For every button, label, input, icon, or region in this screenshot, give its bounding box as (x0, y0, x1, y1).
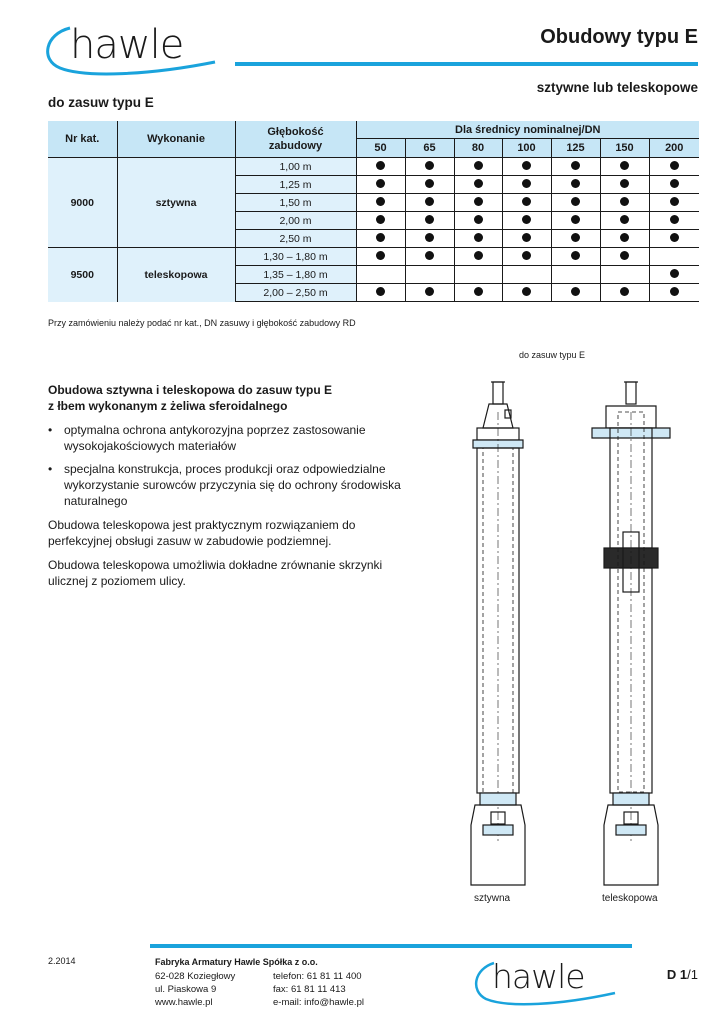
availability-dot-icon (425, 197, 434, 206)
availability-dot-icon (425, 179, 434, 188)
cell-availability (405, 266, 454, 284)
dn-header: 150 (600, 139, 649, 158)
list-item: • optymalna ochrona antykorozyjna poprzez zastosowanie wysokojakościowych materiałów (48, 422, 418, 454)
cell-depth: 2,50 m (235, 230, 356, 248)
logo-text: hawle (70, 22, 184, 68)
availability-dot-icon (522, 251, 531, 260)
cell-availability (405, 176, 454, 194)
availability-dot-icon (474, 251, 483, 260)
feature-list (48, 422, 418, 509)
contact-block (273, 970, 364, 1009)
cell-availability (551, 266, 600, 284)
availability-dot-icon (474, 197, 483, 206)
availability-dot-icon (620, 179, 629, 188)
cell-availability (502, 176, 551, 194)
cell-availability (502, 230, 551, 248)
availability-dot-icon (571, 197, 580, 206)
cell-availability (502, 266, 551, 284)
drawing-label-telescopic: teleskopowa (602, 893, 658, 904)
dn-header: 100 (502, 139, 551, 158)
cell-availability (356, 248, 405, 266)
availability-dot-icon (425, 233, 434, 242)
telescopic-housing-drawing (592, 382, 670, 885)
availability-dot-icon (474, 287, 483, 296)
cell-availability (454, 194, 502, 212)
availability-dot-icon (571, 215, 580, 224)
order-note: Przy zamówieniu należy podać nr kat., DN zasuwy i głębokość zabudowy RD (48, 318, 356, 328)
cell-availability (356, 230, 405, 248)
availability-dot-icon (620, 287, 629, 296)
availability-dot-icon (620, 215, 629, 224)
cell-availability (502, 194, 551, 212)
availability-dot-icon (376, 233, 385, 242)
availability-dot-icon (620, 161, 629, 170)
cell-availability (454, 284, 502, 302)
cell-availability (356, 266, 405, 284)
table-row (48, 158, 699, 176)
drawing-label-rigid: sztywna (474, 893, 511, 904)
availability-dot-icon (425, 161, 434, 170)
availability-dot-icon (571, 161, 580, 170)
dn-header: 80 (454, 139, 502, 158)
cell-availability (649, 248, 699, 266)
cell-availability (454, 248, 502, 266)
cell-depth: 1,35 – 1,80 m (235, 266, 356, 284)
cell-availability (600, 176, 649, 194)
cell-availability (502, 212, 551, 230)
cell-depth: 1,50 m (235, 194, 356, 212)
footer-divider (150, 944, 632, 948)
list-item: • specjalna konstrukcja, proces produkcji oraz odpowiedzialne wykorzystanie surowców przyczynia się do ochrony środowiska naturalnego (48, 461, 418, 509)
availability-dot-icon (474, 233, 483, 242)
cell-availability (405, 248, 454, 266)
cell-availability (600, 230, 649, 248)
availability-dot-icon (376, 161, 385, 170)
cell-depth: 1,30 – 1,80 m (235, 248, 356, 266)
availability-dot-icon (522, 233, 531, 242)
cell-availability (454, 176, 502, 194)
availability-dot-icon (571, 287, 580, 296)
table-header-row (48, 121, 699, 139)
cell-nr-kat: 9500 (48, 248, 117, 302)
cell-availability (600, 266, 649, 284)
description (48, 382, 418, 597)
page-reference (667, 967, 698, 982)
issue-date: 2.2014 (48, 956, 76, 966)
brand-logo (40, 20, 230, 80)
table-body (48, 158, 699, 302)
header-divider (235, 62, 698, 66)
cell-availability (551, 230, 600, 248)
dn-header: 50 (356, 139, 405, 158)
cell-availability (356, 194, 405, 212)
col-header-glebokosc (235, 121, 356, 158)
cell-availability (405, 284, 454, 302)
availability-dot-icon (620, 233, 629, 242)
cell-availability (502, 248, 551, 266)
availability-dot-icon (474, 215, 483, 224)
availability-dot-icon (425, 287, 434, 296)
availability-dot-icon (425, 251, 434, 260)
cell-availability (551, 248, 600, 266)
dn-header: 65 (405, 139, 454, 158)
col-header-glebokosc-line2: zabudowy (268, 140, 323, 152)
availability-dot-icon (571, 251, 580, 260)
logo-text: hawle (492, 957, 585, 996)
cell-availability (649, 284, 699, 302)
table-row (48, 248, 699, 266)
cell-availability (356, 176, 405, 194)
cell-wykonanie: teleskopowa (117, 248, 235, 302)
cell-availability (405, 212, 454, 230)
address-line: 62-028 Koziegłowy (155, 971, 236, 982)
availability-dot-icon (474, 161, 483, 170)
cell-availability (502, 158, 551, 176)
cell-availability (454, 212, 502, 230)
availability-dot-icon (425, 215, 434, 224)
description-paragraph: Obudowa teleskopowa umożliwia dokładne zrównanie skrzynki ulicznej z poziomem ulicy. (48, 558, 383, 588)
availability-dot-icon (376, 179, 385, 188)
availability-dot-icon (670, 287, 679, 296)
availability-dot-icon (670, 233, 679, 242)
cell-availability (649, 194, 699, 212)
availability-dot-icon (670, 269, 679, 278)
page-ref-code: D 1 (666, 967, 688, 982)
availability-dot-icon (571, 179, 580, 188)
availability-dot-icon (620, 197, 629, 206)
availability-dot-icon (522, 197, 531, 206)
cell-availability (405, 194, 454, 212)
availability-dot-icon (620, 251, 629, 260)
page-ref-total: /1 (687, 967, 698, 982)
cell-availability (356, 158, 405, 176)
cell-availability (600, 158, 649, 176)
address-block (155, 970, 235, 1009)
cell-availability (356, 284, 405, 302)
col-header-glebokosc-line1: Głębokość (267, 126, 324, 138)
availability-dot-icon (376, 251, 385, 260)
cell-availability (454, 266, 502, 284)
dn-header: 200 (649, 139, 699, 158)
cell-depth: 1,25 m (235, 176, 356, 194)
cell-availability (649, 230, 699, 248)
cell-availability (551, 158, 600, 176)
cell-availability (649, 176, 699, 194)
section-label: do zasuw typu E (48, 95, 154, 110)
availability-dot-icon (670, 161, 679, 170)
cell-depth: 1,00 m (235, 158, 356, 176)
description-paragraph: Obudowa teleskopowa jest praktycznym rozwiązaniem do perfekcyjnej obsługi zasuw w zabudowie podziemnej. (48, 518, 356, 548)
cell-availability (600, 212, 649, 230)
cell-availability (600, 194, 649, 212)
rigid-housing-drawing (471, 382, 525, 885)
description-heading-line2: z łbem wykonanym z żeliwa sferoidalnego (48, 399, 288, 413)
availability-dot-icon (522, 161, 531, 170)
availability-dot-icon (376, 197, 385, 206)
cell-availability (356, 212, 405, 230)
footer-logo (470, 955, 620, 1010)
col-header-dn-group: Dla średnicy nominalnej/DN (356, 121, 699, 139)
cell-availability (454, 230, 502, 248)
cell-availability (649, 266, 699, 284)
spindle-head (493, 382, 503, 404)
cell-wykonanie: sztywna (117, 158, 235, 248)
cell-depth: 2,00 m (235, 212, 356, 230)
cell-availability (405, 230, 454, 248)
availability-dot-icon (376, 287, 385, 296)
availability-dot-icon (376, 215, 385, 224)
page-title: Obudowy typu E (540, 26, 698, 48)
col-header-nr: Nr kat. (48, 121, 117, 158)
availability-dot-icon (571, 233, 580, 242)
description-heading-line1: Obudowa sztywna i teleskopowa do zasuw typu E (48, 383, 333, 397)
availability-dot-icon (474, 179, 483, 188)
description-heading (48, 382, 418, 414)
cell-availability (454, 158, 502, 176)
email-link[interactable]: e-mail: info@hawle.pl (273, 997, 364, 1008)
cell-availability (551, 284, 600, 302)
cell-availability (551, 212, 600, 230)
company-name: Fabryka Armatury Hawle Spółka z o.o. (155, 957, 318, 967)
availability-dot-icon (670, 179, 679, 188)
availability-dot-icon (522, 179, 531, 188)
cell-availability (502, 284, 551, 302)
availability-dot-icon (522, 287, 531, 296)
col-header-wykonanie: Wykonanie (117, 121, 235, 158)
cell-nr-kat: 9000 (48, 158, 117, 248)
cell-depth: 2,00 – 2,50 m (235, 284, 356, 302)
address-line: ul. Piaskowa 9 (155, 984, 217, 995)
cell-availability (405, 158, 454, 176)
cell-availability (600, 284, 649, 302)
cell-availability (551, 194, 600, 212)
cell-availability (649, 158, 699, 176)
fax: fax: 61 81 11 413 (273, 984, 346, 995)
drawings-figure (455, 372, 705, 887)
drawing-caption: do zasuw typu E (519, 350, 586, 360)
availability-dot-icon (670, 215, 679, 224)
cell-availability (649, 212, 699, 230)
cell-availability (600, 248, 649, 266)
dn-header: 125 (551, 139, 600, 158)
phone: telefon: 61 81 11 400 (273, 971, 362, 982)
website-link[interactable]: www.hawle.pl (155, 997, 213, 1008)
page-subtitle: sztywne lub teleskopowe (536, 80, 698, 95)
cell-availability (551, 176, 600, 194)
spec-table (48, 121, 699, 302)
availability-dot-icon (522, 215, 531, 224)
availability-dot-icon (670, 197, 679, 206)
